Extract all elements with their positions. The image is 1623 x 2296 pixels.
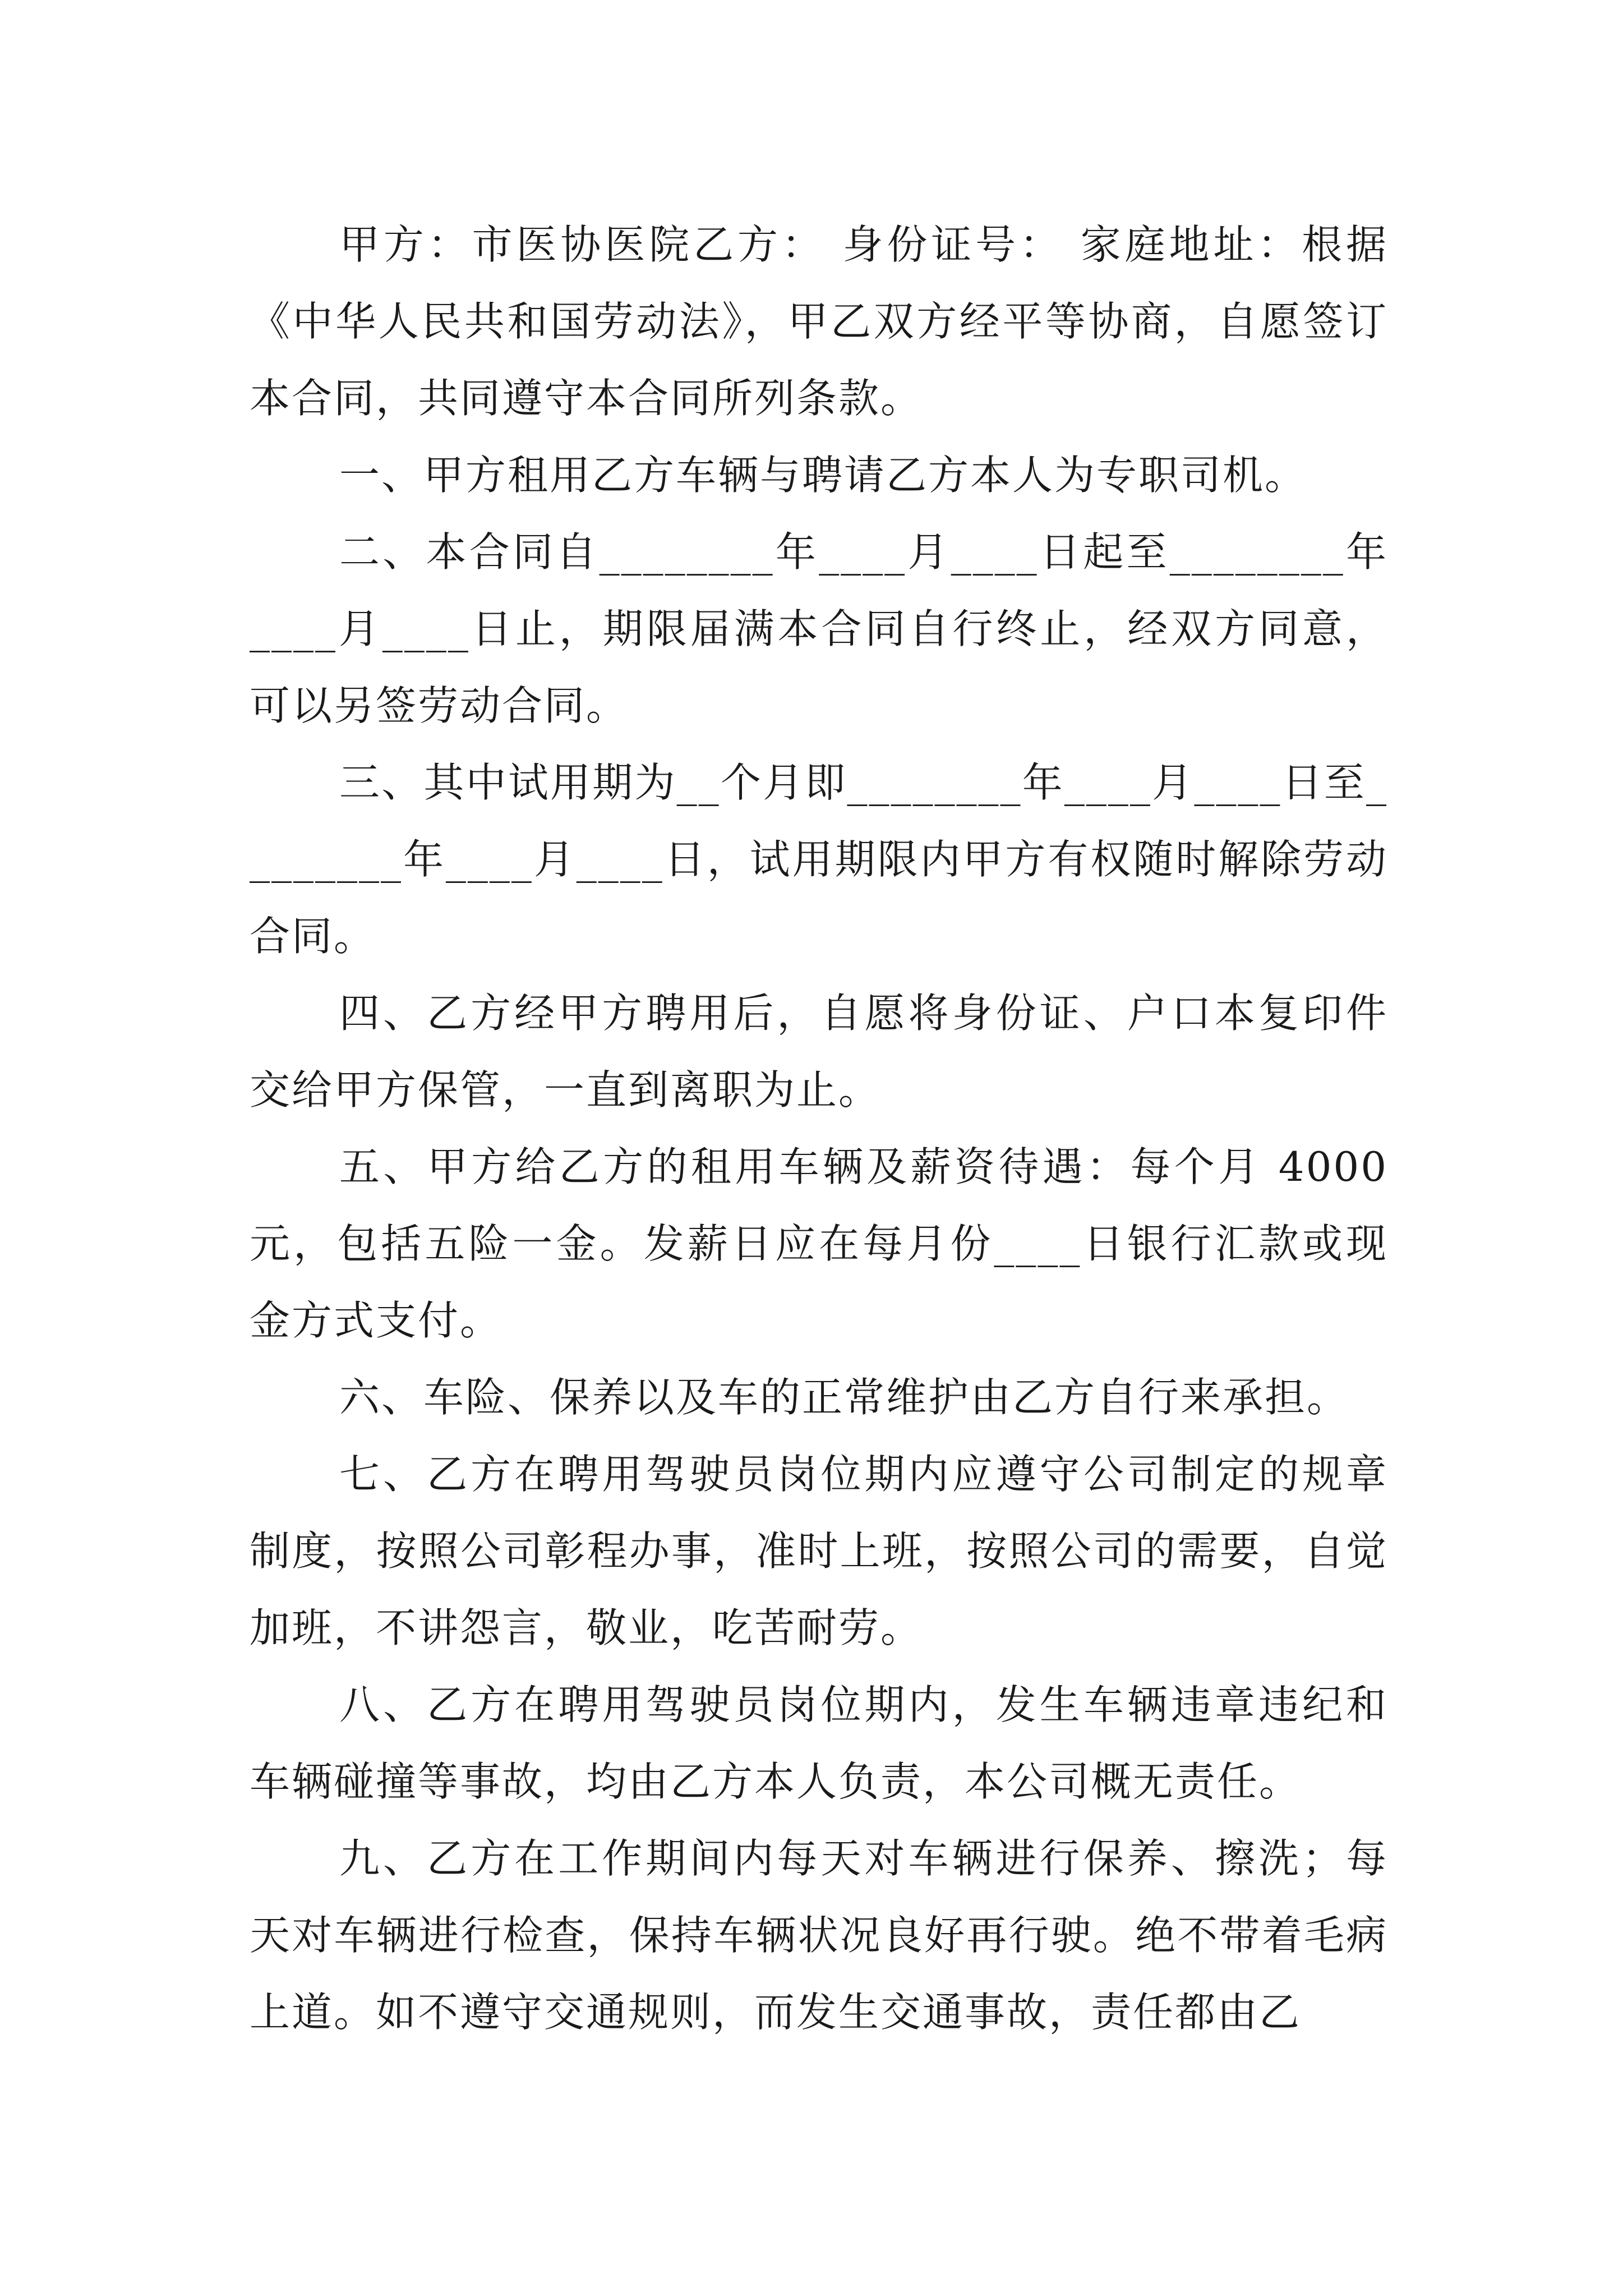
paragraph-clause-2: 二、本合同自________年____月____日起至________年____月____日止，期限届满本合同自行终止，经双方同意，可以另签劳动合同。 — [250, 528, 1388, 729]
contract-body — [250, 206, 1388, 2051]
paragraph-clause-7: 七、乙方在聘用驾驶员岗位期内应遵守公司制定的规章制度，按照公司彰程办事，准时上班，按照公司的需要，自觉加班，不讲怨言，敬业，吃苦耐劳。 — [250, 1451, 1388, 1651]
paragraph-clause-8: 八、乙方在聘用驾驶员岗位期内，发生车辆违章违纪和车辆碰撞等事故，均由乙方本人负责，本公司概无责任。 — [250, 1681, 1388, 1805]
paragraph-clause-9: 九、乙方在工作期间内每天对车辆进行保养、擦洗；每天对车辆进行检查，保持车辆状况良好再行驶。绝不带着毛病上道。如不遵守交通规则，而发生交通事故，责任都由乙 — [250, 1835, 1388, 2036]
paragraph-clause-3: 三、其中试用期为__个月即________年____月____日至________年____月____日，试用期限内甲方有权随时解除劳动合同。 — [250, 759, 1388, 960]
paragraph-clause-6: 六、车险、保养以及车的正常维护由乙方自行来承担。 — [339, 1374, 1349, 1421]
paragraph-clause-4: 四、乙方经甲方聘用后，自愿将身份证、户口本复印件交给甲方保管，一直到离职为止。 — [250, 990, 1388, 1114]
paragraph-clause-1: 一、甲方租用乙方车辆与聘请乙方本人为专职司机。 — [339, 452, 1307, 499]
paragraph-preamble: 甲方：市医协医院乙方： 身份证号： 家庭地址：根据《中华人民共和国劳动法》，甲乙双方经平等协商，自愿签订本合同，共同遵守本合同所列条款。 — [250, 221, 1388, 422]
paragraph-clause-5: 五、甲方给乙方的租用车辆及薪资待遇：每个月 4000 元，包括五险一金。发薪日应在每月份____日银行汇款或现金方式支付。 — [250, 1143, 1388, 1344]
